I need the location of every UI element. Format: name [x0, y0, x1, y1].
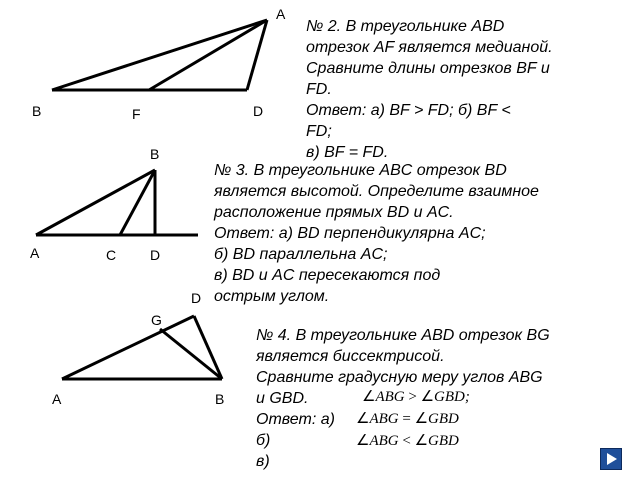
- p4-label-a: A: [52, 391, 62, 407]
- p4-option-b-formula: ∠ABG = ∠GBD: [356, 411, 459, 427]
- p4-opt-c-angle1: ABG: [369, 433, 399, 449]
- p2-line-4: FD.: [306, 81, 332, 98]
- p2-label-a: A: [276, 6, 286, 22]
- p4-option-c-formula: ∠ABG < ∠GBD: [356, 433, 459, 449]
- p4-line-4: и GBD.: [256, 390, 309, 407]
- p4-side-ad: [62, 316, 194, 379]
- p4-line-6: б): [256, 432, 271, 449]
- p2-line-6: FD;: [306, 123, 332, 140]
- p3-line-2: является высотой. Определите взаимное: [214, 183, 539, 200]
- p3-label-c: C: [106, 247, 117, 263]
- p4-opt-a-relation: >: [408, 389, 417, 405]
- p4-opt-b-relation: =: [402, 411, 411, 427]
- p4-label-d: D: [191, 290, 202, 306]
- p4-opt-b-angle1: ABG: [369, 411, 399, 427]
- p2-line-7: в) BF = FD.: [306, 144, 389, 161]
- p3-line-1: № 3. В треугольнике ABC отрезок BD: [214, 162, 507, 179]
- p4-opt-a-end: ;: [464, 389, 470, 405]
- p4-option-a-formula: ∠ABG > ∠GBD;: [362, 389, 470, 405]
- p4-bisector-bg: [160, 329, 222, 379]
- p4-label-g: G: [151, 312, 162, 328]
- play-next-icon: [601, 449, 621, 469]
- p3-line-3: расположение прямых BD и AC.: [214, 204, 454, 221]
- p3-line-7: острым углом.: [214, 288, 330, 305]
- p3-label-a: A: [30, 245, 40, 261]
- p4-line-7: в): [256, 453, 270, 470]
- p2-label-f: F: [132, 106, 141, 122]
- p4-label-b: B: [215, 391, 225, 407]
- p3-label-d: D: [150, 247, 161, 263]
- p3-line-4: Ответ: а) BD перпендикулярна AC;: [214, 225, 486, 242]
- p4-opt-b-angle2: GBD: [428, 411, 459, 427]
- p2-label-d: D: [253, 103, 264, 119]
- problem4-figure: [62, 316, 222, 379]
- problem3-figure: [36, 170, 198, 235]
- p4-line-3: Сравните градусную меру углов ABG: [256, 369, 543, 386]
- p2-line-5: Ответ: а) BF > FD; б) BF <: [306, 102, 511, 119]
- p3-label-b: B: [150, 146, 160, 162]
- p4-opt-c-relation: <: [402, 433, 411, 449]
- p2-line-2: отрезок AF является медианой.: [306, 39, 553, 56]
- p4-opt-a-angle1: ABG: [375, 389, 405, 405]
- p3-line-5: б) BD параллельна AC;: [214, 246, 388, 263]
- p2-line-1: № 2. В треугольнике ABD: [306, 18, 505, 35]
- p4-opt-a-angle2: GBD: [434, 389, 465, 405]
- next-slide-button[interactable]: [600, 448, 622, 470]
- p4-opt-c-angle2: GBD: [428, 433, 459, 449]
- p3-line-6: в) BD и AC пересекаются под: [214, 267, 441, 284]
- p2-side-ab: [52, 20, 267, 90]
- p2-label-b: B: [32, 103, 42, 119]
- p2-line-3: Сравните длины отрезков BF и: [306, 60, 550, 77]
- p4-line-2: является биссектрисой.: [256, 348, 445, 365]
- p4-line-1: № 4. В треугольнике ABD отрезок BG: [256, 327, 550, 344]
- p4-line-5: Ответ: а): [256, 411, 335, 428]
